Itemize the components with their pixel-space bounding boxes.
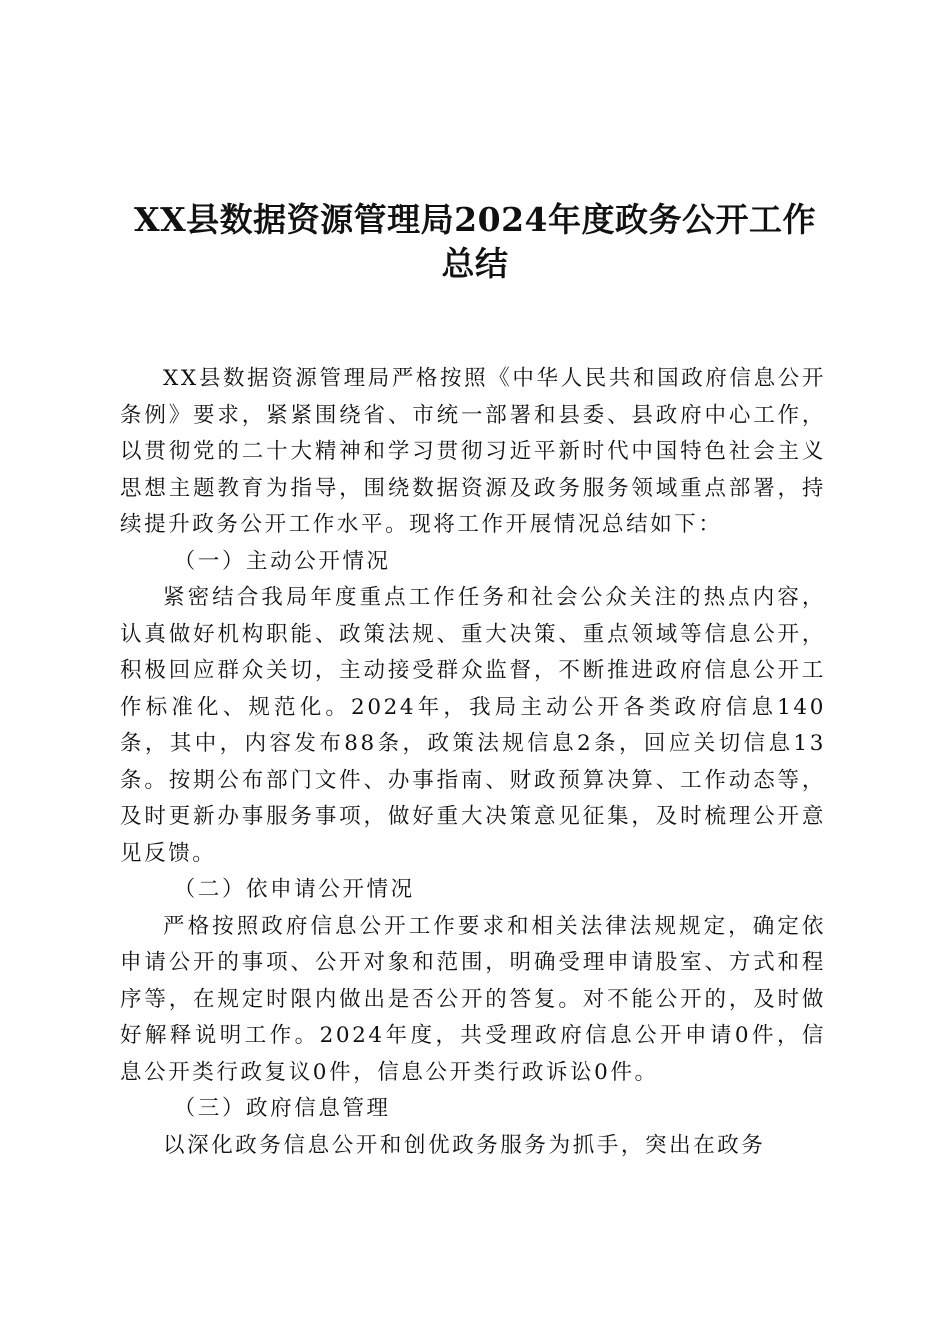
document-body xyxy=(120,361,826,1164)
section-paragraph-2: 严格按照政府信息公开工作要求和相关法律法规规定，确定依申请公开的事项、公开对象和范围，明确受理申请股室、方式和程序等，在规定时限内做出是否公开的答复。对不能公开的，及时做好解释说明工作。2024年度，共受理政府信息公开申请0件，信息公开类行政复议0件，信息公开类行政诉讼0件。 xyxy=(120,913,826,1085)
section-heading-1: （一）主动公开情况 xyxy=(173,548,391,574)
document-title-line1: XX县数据资源管理局2024年度政务公开工作 xyxy=(133,200,817,239)
document-title-line2: 总结 xyxy=(441,244,509,283)
section-heading-2: （二）依申请公开情况 xyxy=(173,877,415,902)
intro-paragraph: XX县数据资源管理局严格按照《中华人民共和国政府信息公开条例》要求，紧紧围绕省、市统一部署和县委、县政府中心工作，以贯彻党的二十大精神和学习贯彻习近平新时代中国特色社会主义思想主题教育为指导，围绕数据资源及政务服务领域重点部署，持续提升政务公开工作水平。现将工作开展情况总结如下： xyxy=(120,366,826,537)
section-paragraph-1: 紧密结合我局年度重点工作任务和社会公众关注的热点内容，认真做好机构职能、政策法规、重大决策、重点领域等信息公开，积极回应群众关切，主动接受群众监督，不断推进政府信息公开工作标准化、规范化。2024年，我局主动公开各类政府信息140条，其中，内容发布88条，政策法规信息2条，回应关切信息13条。按期公布部门文件、办事指南、财政预算决算、工作动态等，及时更新办事服务事项，做好重大决策意见征集，及时梳理公开意见反馈。 xyxy=(120,585,826,866)
section-paragraph-3: 以深化政务信息公开和创优政务服务为抓手，突出在政务 xyxy=(163,1132,766,1158)
section-heading-3: （三）政府信息管理 xyxy=(173,1096,391,1121)
